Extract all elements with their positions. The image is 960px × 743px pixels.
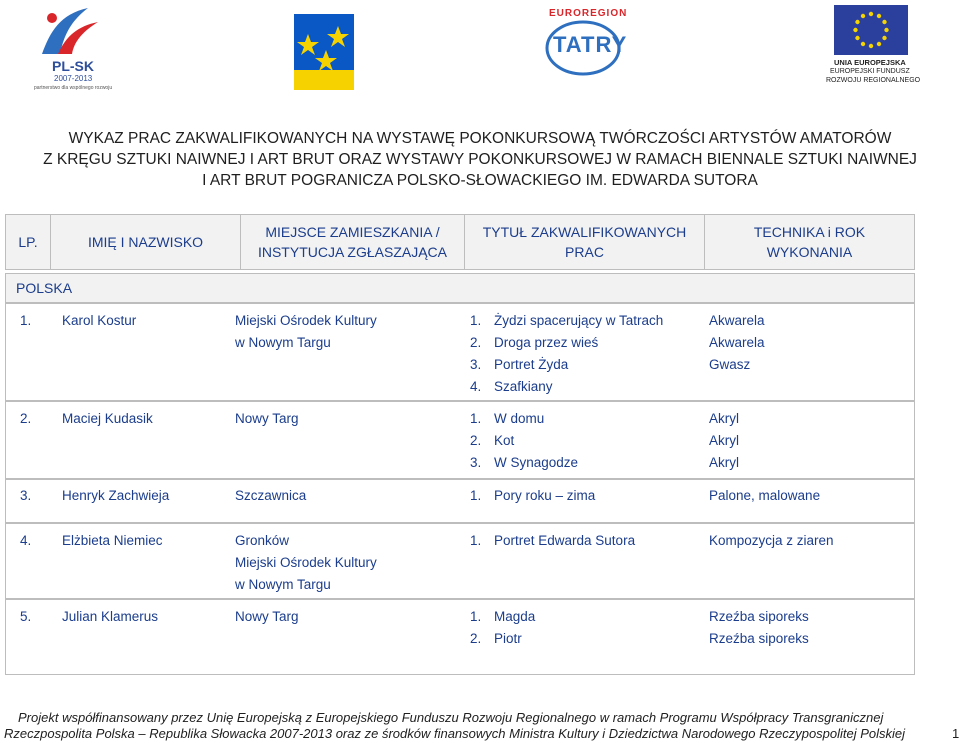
header-title <box>465 215 705 269</box>
row-lp: 2. <box>20 411 32 426</box>
title-line-3: I ART BRUT POGRANICZA POLSKO-SŁOWACKIEGO IM. EDWARDA SUTORA <box>202 172 758 189</box>
work-technique: Akwarela <box>709 313 765 328</box>
work-number: 3. <box>470 357 482 372</box>
euroregion-text: EUROREGION <box>549 8 628 19</box>
work-technique: Akwarela <box>709 335 765 350</box>
plsk-text: PL-SK <box>52 58 94 74</box>
header-place-line1: MIEJSCE ZAMIESZKANIA / <box>265 224 440 240</box>
row-lp: 4. <box>20 533 32 548</box>
footer-line-1: Projekt współfinansowany przez Unię Europejską z Europejskiego Funduszu Rozwoju Regionalnego w ramach Programu Współpracy Transgranicznej <box>18 710 884 725</box>
work-number: 2. <box>470 335 482 350</box>
document-title <box>0 128 960 191</box>
shield-flag-icon <box>294 14 354 90</box>
title-line-1: WYKAZ PRAC ZAKWALIFIKOWANYCH NA WYSTAWĘ POKONKURSOWĄ TWÓRCZOŚCI ARTYSTÓW AMATORÓW <box>68 130 892 147</box>
eu-flag-icon <box>834 5 908 55</box>
eu-line2: EUROPEJSKI FUNDUSZ <box>830 68 910 75</box>
row-place: Miejski Ośrodek Kultury <box>235 313 377 328</box>
plsk-emblem-icon <box>30 2 110 62</box>
row-lp: 3. <box>20 488 32 503</box>
work-technique: Rzeźba siporeks <box>709 609 809 624</box>
header-title-line1: TYTUŁ ZAKWALIFIKOWANYCH <box>482 224 687 240</box>
row-place: Szczawnica <box>235 488 307 503</box>
row-name: Elżbieta Niemiec <box>62 533 163 548</box>
row-lp: 5. <box>20 609 32 624</box>
row-place: w Nowym Targu <box>235 335 331 350</box>
header-lp: LP. <box>6 215 51 269</box>
work-title: Droga przez wieś <box>494 335 599 350</box>
work-title: Kot <box>494 433 515 448</box>
euroregion-tatry-logo <box>545 6 628 76</box>
header-place-line2: INSTYTUCJA ZGŁASZAJĄCA <box>257 244 448 260</box>
row-place: w Nowym Targu <box>235 577 331 592</box>
work-number: 1. <box>470 411 482 426</box>
table-row <box>5 523 915 599</box>
work-title: Pory roku – zima <box>494 488 596 503</box>
eu-line3: ROZWOJU REGIONALNEGO <box>826 77 921 84</box>
work-title: Portret Żyda <box>494 357 569 372</box>
title-line-2: Z KRĘGU SZTUKI NAIWNEJ I ART BRUT ORAZ WYSTAWY POKONKURSOWEJ W RAMACH BIENNALE SZTUKI NAIWNEJ <box>43 151 917 168</box>
row-place: Gronków <box>235 533 290 548</box>
eu-line1: UNIA EUROPEJSKA <box>834 58 906 67</box>
work-title: Piotr <box>494 631 522 646</box>
work-number: 1. <box>470 533 482 548</box>
footer-line-2: Rzeczpospolita Polska – Republika Słowacka 2007-2013 oraz ze środków finansowych Ministra Kultury i Dziedzictwa Narodowego Rzeczypospolitej Polskiej <box>4 726 906 741</box>
work-number: 1. <box>470 313 482 328</box>
country-label: POLSKA <box>16 280 73 296</box>
row-name: Maciej Kudasik <box>62 411 153 426</box>
plsk-logo <box>30 2 113 94</box>
work-technique: Gwasz <box>709 357 751 372</box>
row-name: Henryk Zachwieja <box>62 488 170 503</box>
work-title: W domu <box>494 411 545 426</box>
table-row <box>5 401 915 479</box>
header-tech-line2: WYKONANIA <box>766 244 853 260</box>
work-number: 4. <box>470 379 482 394</box>
table-row <box>5 479 915 523</box>
work-number: 2. <box>470 433 482 448</box>
tatry-text: TATRY <box>553 32 628 57</box>
work-number: 1. <box>470 609 482 624</box>
work-title: W Synagodze <box>494 455 579 470</box>
row-name: Karol Kostur <box>62 313 137 328</box>
work-title: Żydzi spacerujący w Tatrach <box>494 313 664 328</box>
work-number: 2. <box>470 631 482 646</box>
work-technique: Rzeźba siporeks <box>709 631 809 646</box>
table-header <box>5 214 915 270</box>
header-technique <box>705 215 914 269</box>
work-title: Portret Edwarda Sutora <box>494 533 636 548</box>
flag-logo <box>294 14 354 90</box>
header-place <box>241 215 465 269</box>
row-place: Nowy Targ <box>235 411 299 426</box>
eu-logo <box>826 5 921 87</box>
header-tech-line1: TECHNIKA i ROK <box>753 224 866 240</box>
work-technique: Akryl <box>709 455 739 470</box>
plsk-years: 2007-2013 <box>54 74 93 83</box>
table-row <box>5 599 915 675</box>
row-place: Nowy Targ <box>235 609 299 624</box>
work-technique: Kompozycja z ziaren <box>709 533 834 548</box>
header-title-line2: PRAC <box>565 244 604 260</box>
row-name: Julian Klamerus <box>62 609 159 624</box>
header-name: IMIĘ I NAZWISKO <box>51 215 241 269</box>
work-title: Magda <box>494 609 536 624</box>
plsk-tagline: partnerstwo dla wspólnego rozwoju <box>34 85 113 91</box>
work-title: Szafkiany <box>494 379 553 394</box>
work-technique: Palone, malowane <box>709 488 821 503</box>
row-lp: 1. <box>20 313 32 328</box>
country-row <box>5 273 915 303</box>
work-technique: Akryl <box>709 411 739 426</box>
work-number: 1. <box>470 488 482 503</box>
work-number: 3. <box>470 455 482 470</box>
table-row <box>5 303 915 401</box>
row-place: Miejski Ośrodek Kultury <box>235 555 377 570</box>
work-technique: Akryl <box>709 433 739 448</box>
page-number: 1 <box>952 726 960 741</box>
